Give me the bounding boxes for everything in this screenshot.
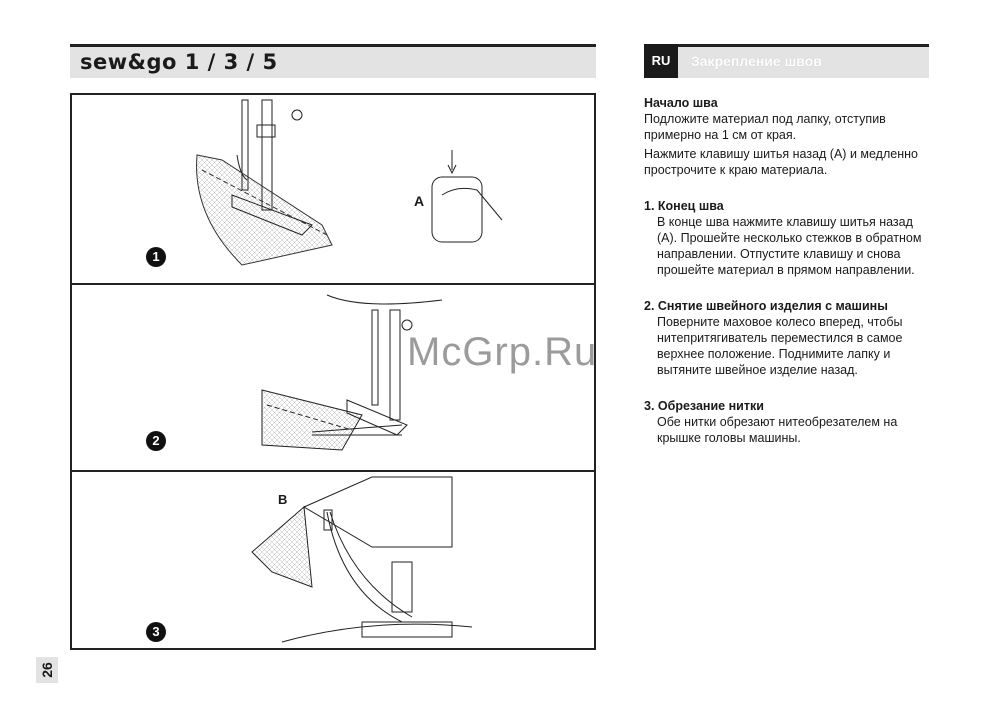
step-2-text: Поверните маховое колесо вперед, чтобы нитепритягиватель переместился в самое верхнее положение. Поднимите лапку и вытяните швейное изделие назад. <box>657 315 903 377</box>
illustration-panel-1 <box>72 95 594 285</box>
instruction-text <box>644 95 934 446</box>
step-marker-3: 3 <box>146 622 166 642</box>
step-1-text: В конце шва нажмите клавишу шитья назад (A). Прошейте несколько стежков в обратном направлении. Отпустите клавишу и снова прошейте материал в прямом направлении. <box>657 215 922 277</box>
step-3-heading: 3. Обрезание нитки <box>644 399 764 413</box>
section-title: Закрепление швов <box>691 53 822 69</box>
label-a: A <box>414 193 425 209</box>
illustration-panel-3 <box>72 472 594 650</box>
intro-heading: Начало шва <box>644 96 718 110</box>
language-badge: RU <box>644 44 678 78</box>
intro-paragraph-2: Нажмите клавишу шитья назад (A) и медленно прострочите к краю материала. <box>644 147 918 177</box>
step-2-heading: 2. Снятие швейного изделия с машины <box>644 299 888 313</box>
step-3-text: Обе нитки обрезают нитеобрезателем на крышке головы машины. <box>657 415 898 445</box>
intro-paragraph-1: Подложите материал под лапку, отступив примерно на 1 см от края. <box>644 112 886 142</box>
step-marker-2: 2 <box>146 431 166 451</box>
product-title-bar <box>70 44 596 78</box>
section-header <box>644 44 929 78</box>
page-number-tab <box>36 657 58 683</box>
step-marker-1: 1 <box>146 247 166 267</box>
illustration-panel-2 <box>72 285 594 472</box>
watermark: McGrp.Ru <box>407 330 598 374</box>
product-title: sew&go 1 / 3 / 5 <box>80 50 278 74</box>
step-1-heading: 1. Конец шва <box>644 199 724 213</box>
label-b: B <box>278 492 288 507</box>
page-number: 26 <box>39 662 55 678</box>
